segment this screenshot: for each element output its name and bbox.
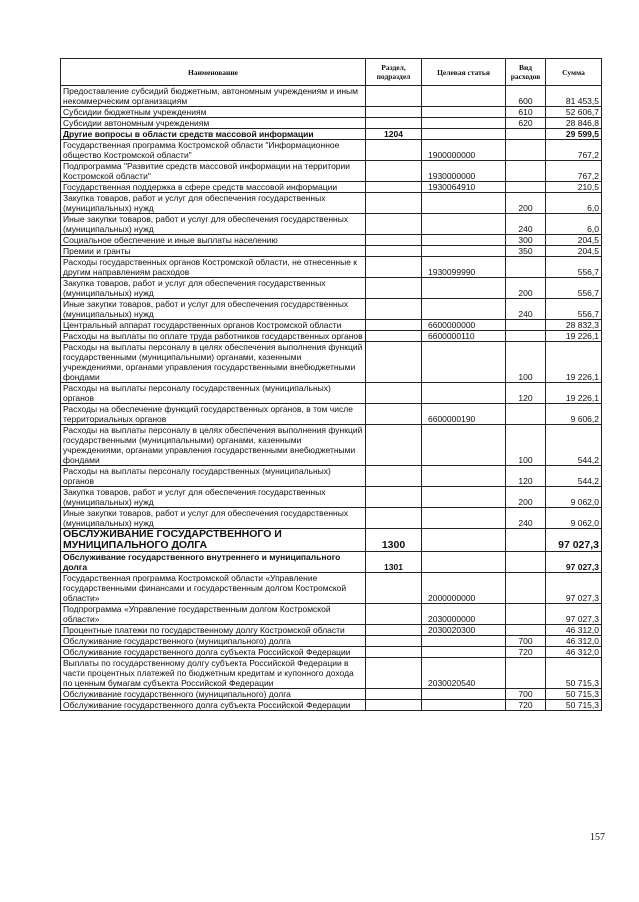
cell-article: [422, 466, 506, 487]
cell-sum: 204,5: [546, 235, 602, 246]
cell-article: 2030020540: [422, 658, 506, 689]
cell-article: 1930099990: [422, 257, 506, 278]
cell-article: [422, 647, 506, 658]
cell-name: Выплаты по государственному долгу субъекта Российской Федерации в части процентных платежей по бюджетным кредитам и купонного дохода по ценным бумагам субъекта Российской Федерации: [61, 658, 366, 689]
cell-section: [366, 278, 422, 299]
cell-section: [366, 487, 422, 508]
cell-section: [366, 383, 422, 404]
cell-name: Подпрограмма "Развитие средств массовой информации на территории Костромской области": [61, 161, 366, 182]
table-row: [61, 140, 602, 161]
cell-sum: 50 715,3: [546, 689, 602, 700]
table-row: [61, 604, 602, 625]
cell-sum: 46 312,0: [546, 647, 602, 658]
cell-name: Премии и гранты: [61, 246, 366, 257]
cell-kind: 700: [506, 636, 546, 647]
cell-name: Иные закупки товаров, работ и услуг для обеспечения государственных (муниципальных) нужд: [61, 214, 366, 235]
cell-article: 6600000190: [422, 404, 506, 425]
cell-kind: [506, 182, 546, 193]
cell-sum: 210,5: [546, 182, 602, 193]
cell-article: [422, 689, 506, 700]
table-row: [61, 86, 602, 107]
cell-section: [366, 118, 422, 129]
cell-kind: 720: [506, 647, 546, 658]
cell-section: [366, 299, 422, 320]
cell-name: Обслуживание государственного долга субъекта Российской Федерации: [61, 647, 366, 658]
cell-name: ОБСЛУЖИВАНИЕ ГОСУДАРСТВЕННОГО И МУНИЦИПАЛЬНОГО ДОЛГА: [61, 529, 366, 552]
cell-sum: 9 606,2: [546, 404, 602, 425]
table-row: [61, 278, 602, 299]
cell-article: [422, 552, 506, 573]
cell-name: Предоставление субсидий бюджетным, автономным учреждениям и иным некоммерческим организациям: [61, 86, 366, 107]
cell-article: [422, 425, 506, 466]
cell-article: [422, 86, 506, 107]
cell-kind: 200: [506, 487, 546, 508]
table-row: [61, 342, 602, 383]
cell-name: Расходы на выплаты персоналу государственных (муниципальных) органов: [61, 383, 366, 404]
table-row: [61, 107, 602, 118]
cell-sum: 46 312,0: [546, 625, 602, 636]
cell-sum: 97 027,3: [546, 604, 602, 625]
table-row: [61, 573, 602, 604]
cell-kind: 120: [506, 466, 546, 487]
cell-article: 1930064910: [422, 182, 506, 193]
cell-section: [366, 404, 422, 425]
cell-section: [366, 658, 422, 689]
cell-kind: [506, 552, 546, 573]
cell-sum: 767,2: [546, 140, 602, 161]
table-row: [61, 182, 602, 193]
cell-kind: 620: [506, 118, 546, 129]
cell-kind: 600: [506, 86, 546, 107]
cell-kind: 240: [506, 299, 546, 320]
cell-kind: 300: [506, 235, 546, 246]
cell-article: 1900000000: [422, 140, 506, 161]
cell-kind: 100: [506, 425, 546, 466]
cell-article: [422, 383, 506, 404]
table-row: [61, 466, 602, 487]
cell-section: [366, 636, 422, 647]
cell-kind: [506, 161, 546, 182]
cell-kind: [506, 257, 546, 278]
cell-section: [366, 246, 422, 257]
table-row: [61, 658, 602, 689]
cell-section: [366, 140, 422, 161]
cell-kind: [506, 604, 546, 625]
cell-kind: 610: [506, 107, 546, 118]
header-section: Раздел, подраздел: [366, 59, 422, 86]
cell-name: Иные закупки товаров, работ и услуг для обеспечения государственных (муниципальных) нужд: [61, 508, 366, 529]
header-name: Наименование: [61, 59, 366, 86]
cell-name: Обслуживание государственного долга субъекта Российской Федерации: [61, 700, 366, 711]
cell-article: [422, 214, 506, 235]
table-row: [61, 647, 602, 658]
cell-section: [366, 342, 422, 383]
cell-kind: [506, 658, 546, 689]
cell-section: 1301: [366, 552, 422, 573]
cell-article: 6600000000: [422, 320, 506, 331]
table-row: [61, 529, 602, 552]
cell-section: [366, 647, 422, 658]
table-row: [61, 404, 602, 425]
cell-article: [422, 700, 506, 711]
table-row: [61, 118, 602, 129]
cell-kind: 350: [506, 246, 546, 257]
table-row: [61, 487, 602, 508]
cell-section: 1300: [366, 529, 422, 552]
cell-article: 2030020300: [422, 625, 506, 636]
cell-article: [422, 129, 506, 140]
header-sum: Сумма: [546, 59, 602, 86]
table-row: [61, 129, 602, 140]
cell-sum: 204,5: [546, 246, 602, 257]
cell-name: Процентные платежи по государственному долгу Костромской области: [61, 625, 366, 636]
cell-kind: 200: [506, 278, 546, 299]
cell-sum: 556,7: [546, 278, 602, 299]
cell-sum: 50 715,3: [546, 658, 602, 689]
cell-article: [422, 246, 506, 257]
cell-name: Государственная поддержка в сфере средств массовой информации: [61, 182, 366, 193]
cell-name: Иные закупки товаров, работ и услуг для обеспечения государственных (муниципальных) нужд: [61, 299, 366, 320]
cell-article: [422, 487, 506, 508]
cell-name: Расходы на выплаты персоналу государственных (муниципальных) органов: [61, 466, 366, 487]
budget-table-sheet: [60, 58, 601, 711]
cell-sum: 81 453,5: [546, 86, 602, 107]
cell-name: Закупка товаров, работ и услуг для обеспечения государственных (муниципальных) нужд: [61, 278, 366, 299]
cell-sum: 97 027,3: [546, 529, 602, 552]
cell-kind: 700: [506, 689, 546, 700]
cell-section: [366, 320, 422, 331]
cell-kind: [506, 573, 546, 604]
table-row: [61, 246, 602, 257]
cell-article: [422, 529, 506, 552]
cell-name: Подпрограмма «Управление государственным долгом Костромской области»: [61, 604, 366, 625]
cell-name: Закупка товаров, работ и услуг для обеспечения государственных (муниципальных) нужд: [61, 193, 366, 214]
table-row: [61, 257, 602, 278]
cell-section: [366, 466, 422, 487]
cell-section: [366, 573, 422, 604]
cell-kind: [506, 404, 546, 425]
cell-section: [366, 86, 422, 107]
cell-sum: 50 715,3: [546, 700, 602, 711]
cell-article: 2000000000: [422, 573, 506, 604]
cell-section: [366, 257, 422, 278]
cell-name: Расходы на выплаты по оплате труда работников государственных органов: [61, 331, 366, 342]
cell-kind: 720: [506, 700, 546, 711]
cell-sum: 19 226,1: [546, 342, 602, 383]
cell-sum: 28 846,8: [546, 118, 602, 129]
cell-article: [422, 118, 506, 129]
cell-article: [422, 235, 506, 246]
table-header-row: [61, 59, 602, 86]
cell-section: [366, 625, 422, 636]
cell-name: Субсидии автономным учреждениям: [61, 118, 366, 129]
cell-article: [422, 299, 506, 320]
cell-sum: 29 599,5: [546, 129, 602, 140]
table-row: [61, 383, 602, 404]
cell-kind: [506, 140, 546, 161]
cell-sum: 544,2: [546, 425, 602, 466]
cell-kind: [506, 331, 546, 342]
cell-section: [366, 508, 422, 529]
cell-section: [366, 193, 422, 214]
cell-kind: 240: [506, 214, 546, 235]
table-row: [61, 625, 602, 636]
cell-sum: 28 832,3: [546, 320, 602, 331]
cell-kind: 240: [506, 508, 546, 529]
page-number: 157: [590, 832, 605, 843]
cell-article: [422, 342, 506, 383]
table-row: [61, 689, 602, 700]
cell-sum: 19 226,1: [546, 331, 602, 342]
table-row: [61, 161, 602, 182]
cell-section: [366, 235, 422, 246]
cell-section: [366, 107, 422, 118]
cell-kind: 100: [506, 342, 546, 383]
table-row: [61, 299, 602, 320]
cell-name: Другие вопросы в области средств массовой информации: [61, 129, 366, 140]
cell-section: [366, 331, 422, 342]
cell-sum: 97 027,3: [546, 552, 602, 573]
table-row: [61, 331, 602, 342]
cell-article: 1930000000: [422, 161, 506, 182]
cell-name: Государственная программа Костромской области "Информационное общество Костромской области": [61, 140, 366, 161]
cell-sum: 9 062,0: [546, 508, 602, 529]
table-row: [61, 235, 602, 246]
cell-kind: 200: [506, 193, 546, 214]
cell-article: 2030000000: [422, 604, 506, 625]
cell-kind: 120: [506, 383, 546, 404]
cell-sum: 52 606,7: [546, 107, 602, 118]
budget-table: [60, 58, 602, 711]
cell-name: Государственная программа Костромской области «Управление государственными финансами и государственным долгом Костромской области»: [61, 573, 366, 604]
cell-section: [366, 700, 422, 711]
table-row: [61, 508, 602, 529]
cell-name: Закупка товаров, работ и услуг для обеспечения государственных (муниципальных) нужд: [61, 487, 366, 508]
cell-name: Расходы на обеспечение функций государственных органов, в том числе территориальных органов: [61, 404, 366, 425]
table-row: [61, 636, 602, 647]
cell-section: [366, 214, 422, 235]
cell-sum: 556,7: [546, 257, 602, 278]
cell-name: Расходы на выплаты персоналу в целях обеспечения выполнения функций государственными (муниципальными) органами, казенными учреждениями, органами управления государственными внебюджетными фондами: [61, 342, 366, 383]
cell-section: [366, 425, 422, 466]
cell-article: [422, 193, 506, 214]
table-body: [61, 86, 602, 711]
cell-name: Центральный аппарат государственных органов Костромской области: [61, 320, 366, 331]
cell-kind: [506, 529, 546, 552]
cell-sum: 6,0: [546, 214, 602, 235]
cell-kind: [506, 129, 546, 140]
cell-section: 1204: [366, 129, 422, 140]
table-row: [61, 320, 602, 331]
cell-name: Субсидии бюджетным учреждениям: [61, 107, 366, 118]
cell-sum: 556,7: [546, 299, 602, 320]
cell-article: [422, 278, 506, 299]
cell-article: [422, 107, 506, 118]
cell-sum: 767,2: [546, 161, 602, 182]
cell-section: [366, 161, 422, 182]
table-row: [61, 425, 602, 466]
table-row: [61, 700, 602, 711]
cell-name: Расходы государственных органов Костромской области, не отнесенные к другим направлениям расходов: [61, 257, 366, 278]
cell-sum: 544,2: [546, 466, 602, 487]
table-row: [61, 214, 602, 235]
header-kind: Вид расходов: [506, 59, 546, 86]
cell-section: [366, 182, 422, 193]
cell-section: [366, 604, 422, 625]
cell-sum: 46 312,0: [546, 636, 602, 647]
cell-name: Социальное обеспечение и иные выплаты населению: [61, 235, 366, 246]
cell-article: [422, 636, 506, 647]
cell-sum: 6,0: [546, 193, 602, 214]
cell-name: Обслуживание государственного (муниципального) долга: [61, 636, 366, 647]
cell-article: 6600000110: [422, 331, 506, 342]
cell-sum: 9 062,0: [546, 487, 602, 508]
cell-name: Обслуживание государственного внутреннего и муниципального долга: [61, 552, 366, 573]
table-row: [61, 193, 602, 214]
header-article: Целевая статья: [422, 59, 506, 86]
cell-sum: 19 226,1: [546, 383, 602, 404]
cell-kind: [506, 625, 546, 636]
cell-kind: [506, 320, 546, 331]
cell-name: Расходы на выплаты персоналу в целях обеспечения выполнения функций государственными (муниципальными) органами, казенными учреждениями, органами управления государственными внебюджетными фондами: [61, 425, 366, 466]
cell-article: [422, 508, 506, 529]
cell-sum: 97 027,3: [546, 573, 602, 604]
cell-name: Обслуживание государственного (муниципального) долга: [61, 689, 366, 700]
table-row: [61, 552, 602, 573]
cell-section: [366, 689, 422, 700]
